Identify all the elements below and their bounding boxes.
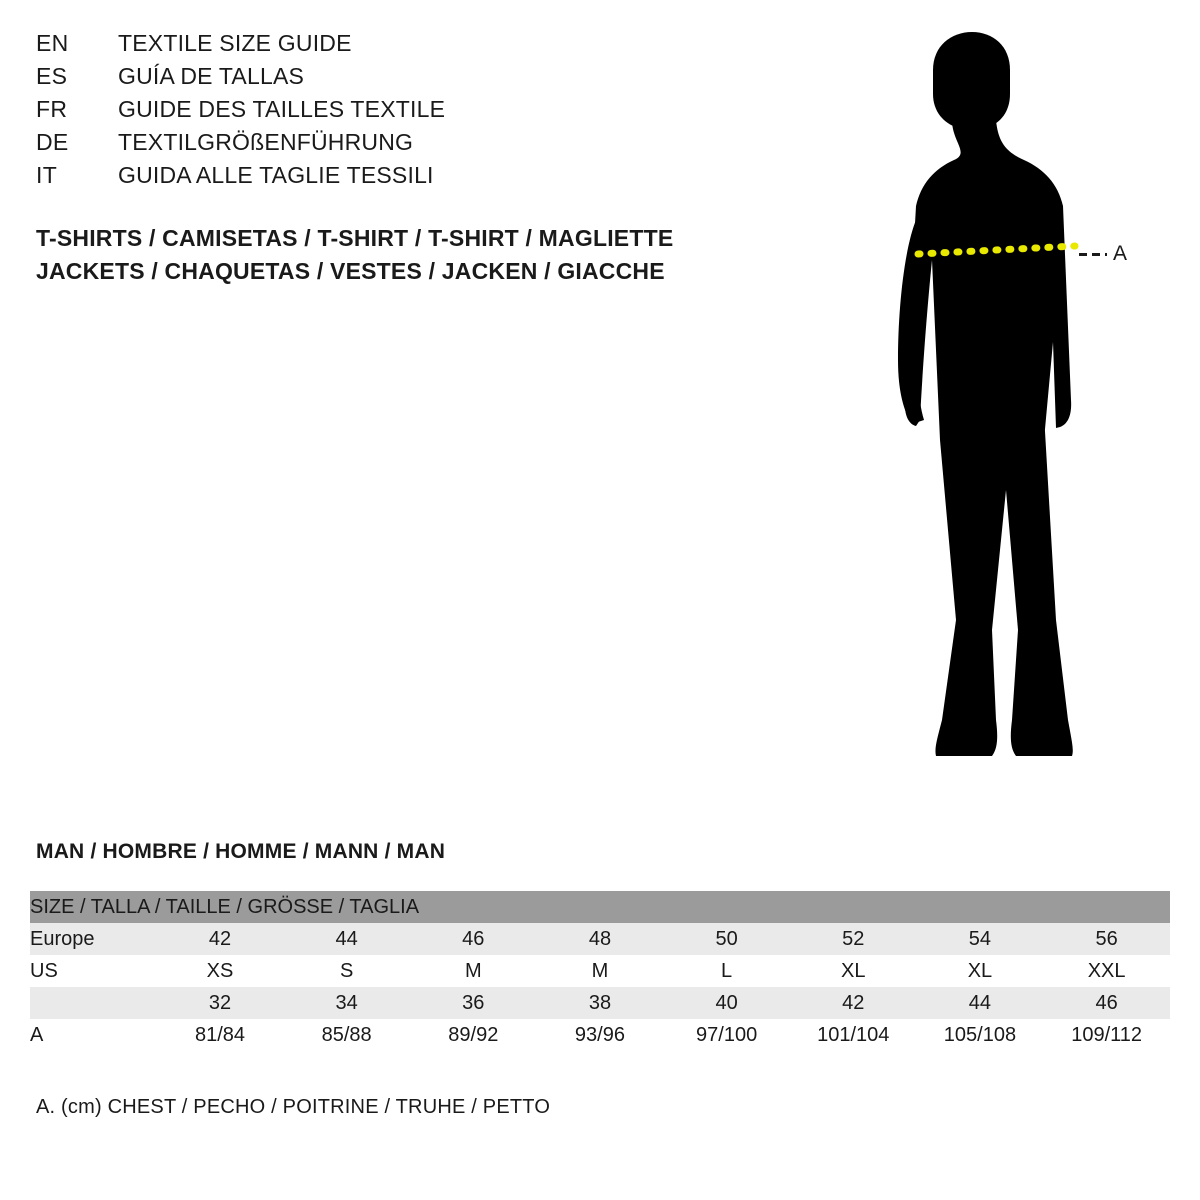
body-figure [820, 20, 1180, 790]
male-silhouette-icon [820, 20, 1180, 790]
table-row [30, 923, 1170, 955]
table-cell: 40 [715, 991, 738, 1014]
table-header-label: SIZE / TALLA / TAILLE / GRÖSSE / TAGLIA [30, 895, 420, 918]
row-label: A [30, 1023, 44, 1046]
language-code: IT [36, 162, 58, 188]
table-cell: XS [206, 959, 234, 982]
language-row [36, 129, 756, 162]
language-title: GUIDE DES TAILLES TEXTILE [118, 96, 446, 122]
language-row [36, 30, 756, 63]
category-line-tshirts: T-SHIRTS / CAMISETAS / T-SHIRT / T-SHIRT / MAGLIETTE [36, 225, 674, 251]
language-row [36, 96, 756, 129]
table-cell: 85/88 [321, 1023, 372, 1046]
table-cell: XL [841, 959, 866, 982]
section-title-man: MAN / HOMBRE / HOMME / MANN / MAN [36, 840, 446, 863]
table-cell: M [591, 959, 609, 982]
table-cell: 34 [335, 991, 358, 1014]
language-list [36, 30, 756, 195]
row-label: US [30, 959, 58, 982]
table-header-row [30, 891, 1170, 923]
table-cell: 42 [842, 991, 865, 1014]
table-cell: 54 [968, 927, 992, 950]
language-title: GUÍA DE TALLAS [118, 63, 305, 89]
table-cell: 48 [588, 927, 612, 950]
footnote-chest: A. (cm) CHEST / PECHO / POITRINE / TRUHE / PETTO [36, 1096, 551, 1118]
language-title: TEXTILGRÖßENFÜHRUNG [118, 129, 414, 155]
language-row [36, 162, 756, 195]
table-cell: 44 [968, 991, 992, 1014]
table-cell: 36 [462, 991, 485, 1014]
language-code: ES [36, 63, 68, 89]
table-cell: L [721, 959, 733, 982]
table-cell: 42 [208, 927, 232, 950]
measure-label-a: A [1113, 242, 1128, 265]
table-cell: 46 [462, 927, 485, 950]
table-cell: M [464, 959, 482, 982]
language-code: EN [36, 30, 69, 56]
table-cell: 101/104 [817, 1023, 890, 1046]
table-cell: S [339, 959, 354, 982]
size-table [30, 891, 1170, 1051]
language-code: DE [36, 129, 69, 155]
language-title: GUIDA ALLE TAGLIE TESSILI [118, 162, 434, 188]
table-cell: 105/108 [943, 1023, 1017, 1046]
table-cell: 109/112 [1071, 1023, 1143, 1046]
table-cell: 44 [335, 927, 358, 950]
table-row [30, 955, 1170, 987]
table-cell: 89/92 [448, 1023, 499, 1046]
table-row [30, 987, 1170, 1019]
table-cell: 32 [208, 991, 232, 1014]
row-label: Europe [30, 927, 95, 950]
measure-leader-dashes [1079, 253, 1107, 256]
table-cell: 56 [1095, 927, 1118, 950]
table-cell: 38 [588, 991, 612, 1014]
garment-categories [36, 222, 796, 288]
row-label [30, 987, 157, 1019]
table-cell: 52 [842, 927, 865, 950]
table-cell: 93/96 [574, 1023, 625, 1046]
category-line-jackets: JACKETS / CHAQUETAS / VESTES / JACKEN / GIACCHE [36, 258, 665, 284]
language-title: TEXTILE SIZE GUIDE [118, 30, 352, 56]
table-cell: 97/100 [696, 1023, 758, 1046]
table-row [30, 1019, 1170, 1051]
table-cell: 50 [715, 927, 738, 950]
table-cell: XL [967, 959, 993, 982]
language-row [36, 63, 756, 96]
language-code: FR [36, 96, 68, 122]
table-cell: 81/84 [194, 1023, 246, 1046]
table-cell: XXL [1087, 959, 1126, 982]
table-cell: 46 [1095, 991, 1118, 1014]
